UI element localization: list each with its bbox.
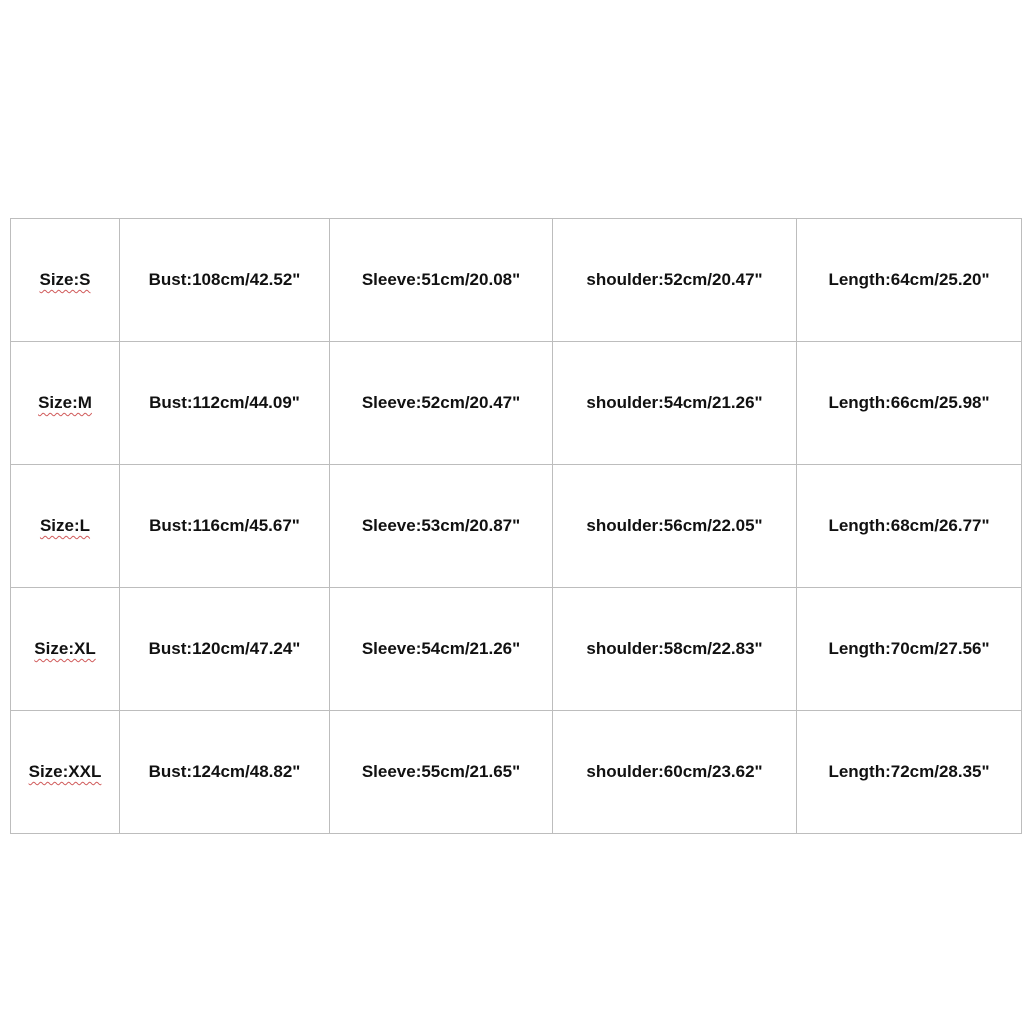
size-chart-table — [10, 218, 1022, 834]
bust-cell: Bust:108cm/42.52" — [120, 219, 330, 342]
size-cell — [11, 342, 120, 465]
shoulder-cell: shoulder:60cm/23.62" — [553, 711, 797, 834]
length-cell: Length:70cm/27.56" — [797, 588, 1022, 711]
size-label: Size:S — [39, 270, 91, 289]
table-row — [11, 219, 1022, 342]
size-cell — [11, 219, 120, 342]
shoulder-cell: shoulder:54cm/21.26" — [553, 342, 797, 465]
length-cell: Length:66cm/25.98" — [797, 342, 1022, 465]
length-cell: Length:68cm/26.77" — [797, 465, 1022, 588]
size-cell — [11, 465, 120, 588]
sleeve-cell: Sleeve:52cm/20.47" — [330, 342, 553, 465]
sleeve-cell: Sleeve:53cm/20.87" — [330, 465, 553, 588]
bust-cell: Bust:124cm/48.82" — [120, 711, 330, 834]
shoulder-cell: shoulder:58cm/22.83" — [553, 588, 797, 711]
shoulder-cell: shoulder:56cm/22.05" — [553, 465, 797, 588]
size-label: Size:XL — [34, 639, 96, 658]
bust-cell: Bust:120cm/47.24" — [120, 588, 330, 711]
size-label: Size:L — [39, 516, 91, 535]
table-row — [11, 342, 1022, 465]
sleeve-cell: Sleeve:55cm/21.65" — [330, 711, 553, 834]
size-label: Size:M — [38, 393, 92, 412]
shoulder-cell: shoulder:52cm/20.47" — [553, 219, 797, 342]
size-label: Size:XXL — [28, 762, 102, 781]
sleeve-cell: Sleeve:51cm/20.08" — [330, 219, 553, 342]
size-cell — [11, 711, 120, 834]
length-cell: Length:72cm/28.35" — [797, 711, 1022, 834]
bust-cell: Bust:116cm/45.67" — [120, 465, 330, 588]
length-cell: Length:64cm/25.20" — [797, 219, 1022, 342]
sleeve-cell: Sleeve:54cm/21.26" — [330, 588, 553, 711]
size-cell — [11, 588, 120, 711]
bust-cell: Bust:112cm/44.09" — [120, 342, 330, 465]
table-row — [11, 465, 1022, 588]
table-row — [11, 711, 1022, 834]
table-row — [11, 588, 1022, 711]
